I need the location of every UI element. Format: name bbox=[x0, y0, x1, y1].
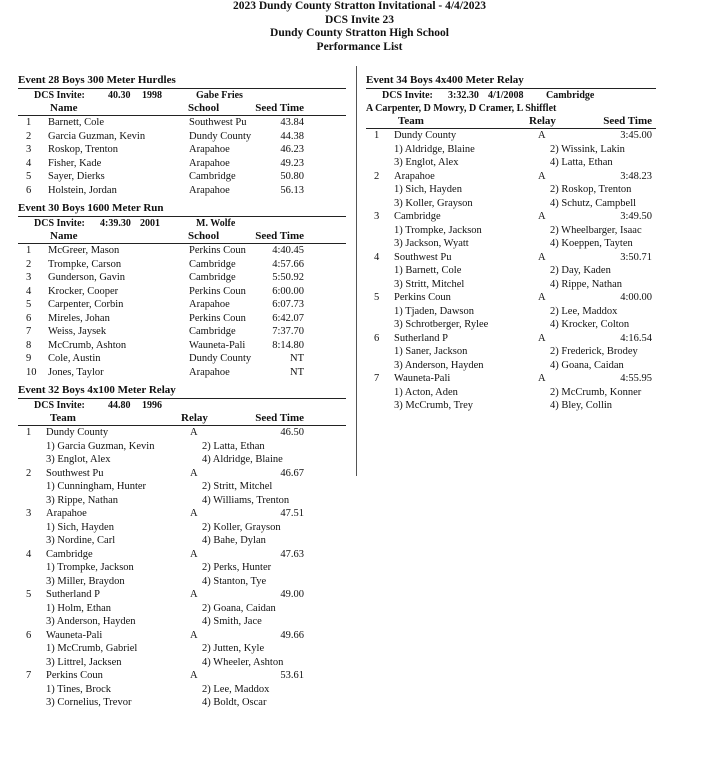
runner-2: 2) Stritt, Mitchel bbox=[202, 481, 273, 492]
team-name: Dundy County bbox=[394, 130, 457, 141]
runner-4: 4) Bley, Collin bbox=[550, 400, 613, 411]
relay-runners-row bbox=[18, 480, 346, 494]
entry-name: Trompke, Carson bbox=[48, 258, 122, 270]
entry-rank: 9 bbox=[26, 353, 32, 364]
relay-letter: A bbox=[538, 292, 546, 303]
entry-row bbox=[18, 312, 346, 326]
entry-rank: 4 bbox=[26, 157, 32, 169]
relay-letter: A bbox=[190, 548, 198, 560]
entry-seed: 46.23 bbox=[280, 144, 304, 155]
record-mark: 3:32.30 bbox=[448, 90, 479, 101]
team-name: Southwest Pu bbox=[46, 467, 104, 479]
team-rank: 4 bbox=[374, 251, 380, 263]
col-seed: Seed Time bbox=[255, 102, 304, 114]
record-year: 1998 bbox=[142, 90, 162, 101]
relay-runners-row bbox=[18, 494, 346, 508]
relay-letter: A bbox=[190, 467, 198, 479]
event-32-section bbox=[18, 382, 346, 710]
relay-team-row bbox=[18, 669, 346, 683]
entry-school: Arapahoe bbox=[189, 157, 230, 169]
relay-runners-row bbox=[366, 237, 656, 251]
entry-school: Cambridge bbox=[189, 272, 236, 283]
entry-rank: 3 bbox=[26, 144, 32, 155]
relay-runners-row bbox=[366, 183, 656, 197]
team-rank: 5 bbox=[26, 589, 32, 600]
team-rank: 7 bbox=[374, 373, 380, 384]
event-34-section bbox=[366, 72, 656, 413]
runner-1: 1) Sich, Hayden bbox=[46, 521, 114, 533]
meet-record bbox=[366, 89, 656, 102]
runner-4: 4) Goana, Caidan bbox=[550, 359, 624, 371]
entry-rank: 1 bbox=[26, 117, 32, 128]
entry-row bbox=[18, 258, 346, 272]
runner-2: 2) Roskop, Trenton bbox=[550, 184, 632, 195]
team-seed: 4:16.54 bbox=[620, 332, 652, 344]
entry-seed: 6:07.73 bbox=[272, 299, 304, 310]
relay-team-row bbox=[366, 332, 656, 346]
entry-rank: 6 bbox=[26, 184, 32, 196]
relay-runners-row bbox=[366, 386, 656, 400]
runner-2: 2) Wissink, Lakin bbox=[550, 143, 625, 155]
entry-seed: 44.38 bbox=[280, 130, 304, 142]
col-name: Name bbox=[50, 230, 78, 242]
col-team: Team bbox=[398, 115, 424, 127]
runner-3: 3) Anderson, Hayden bbox=[46, 616, 136, 627]
entry-rank: 4 bbox=[26, 285, 32, 297]
entries-list bbox=[18, 244, 346, 379]
entry-row bbox=[18, 116, 346, 130]
team-seed: 47.63 bbox=[280, 548, 304, 560]
relay-runners-row bbox=[18, 696, 346, 710]
entry-seed: 43.84 bbox=[280, 117, 304, 128]
runner-2: 2) Lee, Maddox bbox=[202, 683, 270, 695]
team-rank: 7 bbox=[26, 670, 32, 681]
runner-2: 2) McCrumb, Konner bbox=[550, 386, 642, 398]
runner-3: 3) Schrotberger, Rylee bbox=[394, 319, 489, 330]
entry-school: Cambridge bbox=[189, 171, 236, 182]
entry-school: Perkins Coun bbox=[189, 285, 246, 297]
entry-school: Dundy County bbox=[189, 130, 252, 142]
runner-3: 3) Rippe, Nathan bbox=[46, 494, 119, 506]
entry-name: Mireles, Johan bbox=[48, 312, 110, 324]
team-name: Southwest Pu bbox=[394, 251, 452, 263]
team-seed: 47.51 bbox=[280, 508, 304, 519]
runner-1: 1) Cunningham, Hunter bbox=[46, 481, 147, 492]
relay-runners-row bbox=[366, 156, 656, 170]
entry-seed: 6:42.07 bbox=[272, 312, 304, 324]
relay-runners-row bbox=[366, 143, 656, 157]
entry-school: Perkins Coun bbox=[189, 312, 246, 324]
entry-name: Jones, Taylor bbox=[48, 366, 104, 378]
entry-seed: NT bbox=[290, 353, 304, 364]
column-header bbox=[18, 412, 346, 426]
team-rank: 3 bbox=[26, 508, 32, 519]
relay-team-row bbox=[366, 251, 656, 265]
entry-name: Gunderson, Gavin bbox=[48, 272, 125, 283]
runner-1: 1) Holm, Ethan bbox=[46, 602, 112, 614]
runner-3: 3) Englot, Alex bbox=[394, 157, 459, 168]
relay-runners-row bbox=[366, 359, 656, 373]
record-holder: Cambridge bbox=[546, 90, 595, 101]
relay-team-row bbox=[18, 426, 346, 440]
record-mark: 40.30 bbox=[108, 90, 131, 101]
runner-3: 3) Englot, Alex bbox=[46, 454, 111, 465]
runner-3: 3) Koller, Grayson bbox=[394, 197, 473, 209]
entry-name: Fisher, Kade bbox=[48, 157, 102, 169]
entry-name: McGreer, Mason bbox=[48, 245, 120, 256]
runner-4: 4) Stanton, Tye bbox=[202, 575, 267, 587]
meet-record bbox=[18, 399, 346, 412]
entry-name: Carpenter, Corbin bbox=[48, 299, 124, 310]
runner-2: 2) Perks, Hunter bbox=[202, 562, 272, 573]
team-seed: 3:49.50 bbox=[620, 211, 652, 222]
team-seed: 49.00 bbox=[280, 589, 304, 600]
record-holders-names: A Carpenter, D Mowry, D Cramer, L Shifflet bbox=[366, 103, 557, 114]
col-seed: Seed Time bbox=[255, 230, 304, 242]
col-relay: Relay bbox=[181, 412, 208, 424]
runner-2: 2) Latta, Ethan bbox=[202, 440, 265, 452]
entry-seed: NT bbox=[290, 366, 304, 378]
relay-letter: A bbox=[538, 251, 546, 263]
runner-2: 2) Frederick, Brodey bbox=[550, 346, 638, 357]
team-rank: 5 bbox=[374, 292, 380, 303]
runner-4: 4) Koeppen, Tayten bbox=[550, 238, 633, 249]
runner-3: 3) Littrel, Jacksen bbox=[46, 656, 122, 668]
col-school: School bbox=[188, 102, 220, 114]
runner-1: 1) Acton, Aden bbox=[394, 386, 458, 398]
entry-rank: 8 bbox=[26, 339, 32, 351]
entry-name: Garcia Guzman, Kevin bbox=[48, 130, 146, 142]
entry-seed: 4:57.66 bbox=[272, 258, 304, 270]
team-seed: 49.66 bbox=[280, 629, 304, 641]
entry-rank: 10 bbox=[26, 366, 37, 378]
entry-name: Krocker, Cooper bbox=[48, 285, 119, 297]
relay-team-row bbox=[366, 129, 656, 143]
meet-title: 2023 Dundy County Stratton Invitational - 4/4/2023 bbox=[232, 0, 487, 12]
runner-4: 4) Rippe, Nathan bbox=[550, 278, 623, 290]
relay-runners-row bbox=[18, 575, 346, 589]
relay-letter: A bbox=[190, 589, 198, 600]
record-label: DCS Invite: bbox=[34, 90, 85, 101]
team-name: Cambridge bbox=[394, 211, 441, 222]
column-header bbox=[366, 115, 656, 129]
entry-seed: 49.23 bbox=[280, 157, 304, 169]
team-name: Sutherland P bbox=[46, 589, 100, 600]
entry-row bbox=[18, 157, 346, 171]
team-rank: 2 bbox=[26, 467, 32, 479]
entry-rank: 5 bbox=[26, 171, 32, 182]
record-label: DCS Invite: bbox=[34, 218, 85, 229]
team-name: Arapahoe bbox=[46, 508, 87, 519]
record-label: DCS Invite: bbox=[34, 400, 85, 411]
runner-2: 2) Koller, Grayson bbox=[202, 521, 281, 533]
relay-runners-row bbox=[18, 453, 346, 467]
runner-3: 3) McCrumb, Trey bbox=[394, 400, 474, 411]
team-seed: 4:55.95 bbox=[620, 373, 652, 384]
event-30-section bbox=[18, 200, 346, 379]
relay-runners-row bbox=[18, 534, 346, 548]
runner-4: 4) Smith, Jace bbox=[202, 616, 262, 627]
entry-school: Southwest Pu bbox=[189, 117, 247, 128]
runner-1: 1) Barnett, Cole bbox=[394, 265, 462, 276]
relay-letter: A bbox=[538, 130, 546, 141]
entry-row bbox=[18, 366, 346, 380]
entry-seed: 8:14.80 bbox=[272, 339, 304, 351]
event-title: Event 34 Boys 4x400 Meter Relay bbox=[366, 72, 656, 89]
entry-name: Sayer, Dierks bbox=[48, 171, 105, 182]
page-header bbox=[0, 0, 719, 54]
relay-runners-row bbox=[18, 615, 346, 629]
runner-4: 4) Latta, Ethan bbox=[550, 157, 613, 168]
record-mark: 44.80 bbox=[108, 400, 131, 411]
entries-list bbox=[18, 116, 346, 197]
runner-4: 4) Boldt, Oscar bbox=[202, 697, 267, 708]
runner-2: 2) Jutten, Kyle bbox=[202, 643, 265, 654]
event-title: Event 28 Boys 300 Meter Hurdles bbox=[18, 72, 346, 89]
relay-letter: A bbox=[190, 508, 198, 519]
runner-1: 1) Trompke, Jackson bbox=[394, 224, 482, 236]
relay-letter: A bbox=[538, 170, 546, 182]
column-divider bbox=[356, 66, 357, 476]
team-name: Wauneta-Pali bbox=[46, 629, 103, 641]
relay-team-row bbox=[366, 170, 656, 184]
relay-letter: A bbox=[190, 629, 198, 641]
runner-1: 1) Tjaden, Dawson bbox=[394, 305, 474, 317]
relay-team-row bbox=[18, 507, 346, 521]
entry-school: Wauneta-Pali bbox=[189, 339, 246, 351]
entry-row bbox=[18, 298, 346, 312]
team-name: Sutherland P bbox=[394, 332, 448, 344]
meet-record bbox=[18, 89, 346, 102]
entry-school: Arapahoe bbox=[189, 299, 230, 310]
relay-team-row bbox=[18, 588, 346, 602]
entry-school: Perkins Coun bbox=[189, 245, 246, 256]
entry-rank: 7 bbox=[26, 326, 32, 337]
team-rank: 6 bbox=[374, 332, 380, 344]
record-year: 2001 bbox=[140, 218, 160, 229]
relay-runners-row bbox=[366, 318, 656, 332]
entry-row bbox=[18, 285, 346, 299]
col-name: Name bbox=[50, 102, 78, 114]
team-seed: 46.67 bbox=[280, 467, 304, 479]
relay-runners-row bbox=[18, 642, 346, 656]
relay-team-row bbox=[366, 291, 656, 305]
entry-school: Arapahoe bbox=[189, 366, 230, 378]
runner-3: 3) Miller, Braydon bbox=[46, 575, 125, 587]
runner-4: 4) Williams, Trenton bbox=[202, 494, 290, 506]
runner-2: 2) Day, Kaden bbox=[550, 265, 611, 276]
team-name: Perkins Coun bbox=[394, 292, 451, 303]
record-label: DCS Invite: bbox=[382, 90, 433, 101]
relay-team-row bbox=[18, 548, 346, 562]
entry-school: Dundy County bbox=[189, 353, 252, 364]
runner-1: 1) Aldridge, Blaine bbox=[394, 143, 475, 155]
team-rank: 3 bbox=[374, 211, 380, 222]
event-title: Event 32 Boys 4x100 Meter Relay bbox=[18, 382, 346, 399]
entry-school: Cambridge bbox=[189, 258, 236, 270]
entry-row bbox=[18, 170, 346, 184]
entry-name: Barnett, Cole bbox=[48, 117, 104, 128]
entry-rank: 6 bbox=[26, 312, 32, 324]
runner-1: 1) Saner, Jackson bbox=[394, 346, 468, 357]
col-seed: Seed Time bbox=[603, 115, 652, 127]
entry-school: Cambridge bbox=[189, 326, 236, 337]
runner-3: 3) Stritt, Mitchel bbox=[394, 278, 465, 290]
entry-name: Holstein, Jordan bbox=[48, 184, 117, 196]
runner-4: 4) Aldridge, Blaine bbox=[202, 454, 283, 465]
entry-rank: 1 bbox=[26, 245, 32, 256]
runner-2: 2) Wheelbarger, Isaac bbox=[550, 224, 642, 236]
entry-name: Roskop, Trenton bbox=[48, 144, 119, 155]
relay-team-row bbox=[18, 629, 346, 643]
record-holder: M. Wolfe bbox=[196, 218, 236, 229]
entry-row bbox=[18, 339, 346, 353]
record-mark: 4:39.30 bbox=[100, 218, 131, 229]
entry-seed: 5:50.92 bbox=[272, 272, 304, 283]
col-team: Team bbox=[50, 412, 76, 424]
runner-3: 3) Jackson, Wyatt bbox=[394, 238, 469, 249]
team-seed: 46.50 bbox=[280, 427, 304, 438]
team-rank: 1 bbox=[26, 427, 32, 438]
team-rank: 2 bbox=[374, 170, 380, 182]
runner-3: 3) Nordine, Carl bbox=[46, 535, 116, 546]
team-name: Dundy County bbox=[46, 427, 109, 438]
entry-row bbox=[18, 130, 346, 144]
entry-row bbox=[18, 244, 346, 258]
team-rank: 6 bbox=[26, 629, 32, 641]
relay-runners-row bbox=[366, 197, 656, 211]
runner-4: 4) Krocker, Colton bbox=[550, 319, 630, 330]
record-date: 4/1/2008 bbox=[488, 90, 524, 101]
team-name: Wauneta-Pali bbox=[394, 373, 451, 384]
relay-runners-row bbox=[18, 521, 346, 535]
entry-rank: 2 bbox=[26, 258, 32, 270]
relay-team-row bbox=[366, 210, 656, 224]
entry-name: Weiss, Jaysek bbox=[48, 326, 107, 337]
col-relay: Relay bbox=[529, 115, 556, 127]
entry-name: McCrumb, Ashton bbox=[48, 339, 127, 351]
runner-4: 4) Bahe, Dylan bbox=[202, 535, 266, 546]
relay-letter: A bbox=[190, 670, 198, 681]
record-year: 1996 bbox=[142, 400, 162, 411]
runner-1: 1) McCrumb, Gabriel bbox=[46, 643, 138, 654]
runner-1: 1) Tines, Brock bbox=[46, 683, 112, 695]
entry-rank: 3 bbox=[26, 272, 32, 283]
entry-row bbox=[18, 352, 346, 366]
relay-runners-row bbox=[366, 305, 656, 319]
meet-record bbox=[18, 217, 346, 230]
team-seed: 3:48.23 bbox=[620, 170, 652, 182]
runner-1: 1) Sich, Hayden bbox=[394, 184, 462, 195]
entry-row bbox=[18, 143, 346, 157]
team-rank: 1 bbox=[374, 130, 380, 141]
relay-letter: A bbox=[538, 373, 546, 384]
relay-team-row bbox=[366, 372, 656, 386]
entry-seed: 4:40.45 bbox=[272, 245, 304, 256]
relay-runners-row bbox=[366, 278, 656, 292]
runner-2: 2) Lee, Maddox bbox=[550, 305, 618, 317]
runner-3: 3) Anderson, Hayden bbox=[394, 359, 484, 371]
report-title: Performance List bbox=[316, 40, 403, 53]
relay-list bbox=[366, 129, 656, 413]
meet-subtitle: DCS Invite 23 bbox=[324, 13, 394, 26]
relay-list bbox=[18, 426, 346, 710]
entry-rank: 2 bbox=[26, 130, 32, 142]
runner-4: 4) Schutz, Campbell bbox=[550, 197, 637, 209]
relay-runners-row bbox=[18, 561, 346, 575]
relay-runners-row bbox=[18, 656, 346, 670]
entry-seed: 6:00.00 bbox=[272, 285, 304, 297]
column-header bbox=[18, 230, 346, 244]
team-name: Cambridge bbox=[46, 548, 93, 560]
relay-letter: A bbox=[190, 427, 198, 438]
team-name: Perkins Coun bbox=[46, 670, 103, 681]
left-column bbox=[18, 72, 346, 710]
entry-row bbox=[18, 271, 346, 285]
team-rank: 4 bbox=[26, 548, 32, 560]
team-seed: 53.61 bbox=[280, 670, 304, 681]
team-name: Arapahoe bbox=[394, 170, 435, 182]
entry-row bbox=[18, 184, 346, 198]
event-28-section bbox=[18, 72, 346, 197]
entry-seed: 50.80 bbox=[280, 171, 304, 182]
column-header bbox=[18, 102, 346, 116]
relay-runners-row bbox=[18, 683, 346, 697]
runner-2: 2) Goana, Caidan bbox=[202, 602, 276, 614]
event-title: Event 30 Boys 1600 Meter Run bbox=[18, 200, 346, 217]
relay-team-row bbox=[18, 467, 346, 481]
runner-3: 3) Cornelius, Trevor bbox=[46, 697, 132, 708]
relay-runners-row bbox=[18, 602, 346, 616]
relay-runners-row bbox=[366, 224, 656, 238]
host-school: Dundy County Stratton High School bbox=[270, 27, 449, 39]
team-seed: 4:00.00 bbox=[620, 292, 652, 303]
runner-1: 1) Trompke, Jackson bbox=[46, 562, 134, 573]
entry-rank: 5 bbox=[26, 299, 32, 310]
entry-school: Arapahoe bbox=[189, 184, 230, 196]
entry-row bbox=[18, 325, 346, 339]
relay-runners-row bbox=[18, 440, 346, 454]
entry-name: Cole, Austin bbox=[48, 353, 101, 364]
relay-runners-row bbox=[366, 399, 656, 413]
entry-school: Arapahoe bbox=[189, 144, 230, 155]
relay-runners-row bbox=[366, 264, 656, 278]
record-holder: Gabe Fries bbox=[196, 90, 243, 101]
runner-1: 1) Garcia Guzman, Kevin bbox=[46, 440, 155, 452]
relay-letter: A bbox=[538, 332, 546, 344]
col-school: School bbox=[188, 230, 220, 242]
runner-4: 4) Wheeler, Ashton bbox=[202, 656, 284, 668]
entry-seed: 56.13 bbox=[280, 184, 304, 196]
relay-runners-row bbox=[366, 345, 656, 359]
team-seed: 3:45.00 bbox=[620, 130, 652, 141]
relay-letter: A bbox=[538, 211, 546, 222]
col-seed: Seed Time bbox=[255, 412, 304, 424]
right-column bbox=[366, 72, 656, 413]
entry-seed: 7:37.70 bbox=[272, 326, 304, 337]
team-seed: 3:50.71 bbox=[620, 251, 652, 263]
